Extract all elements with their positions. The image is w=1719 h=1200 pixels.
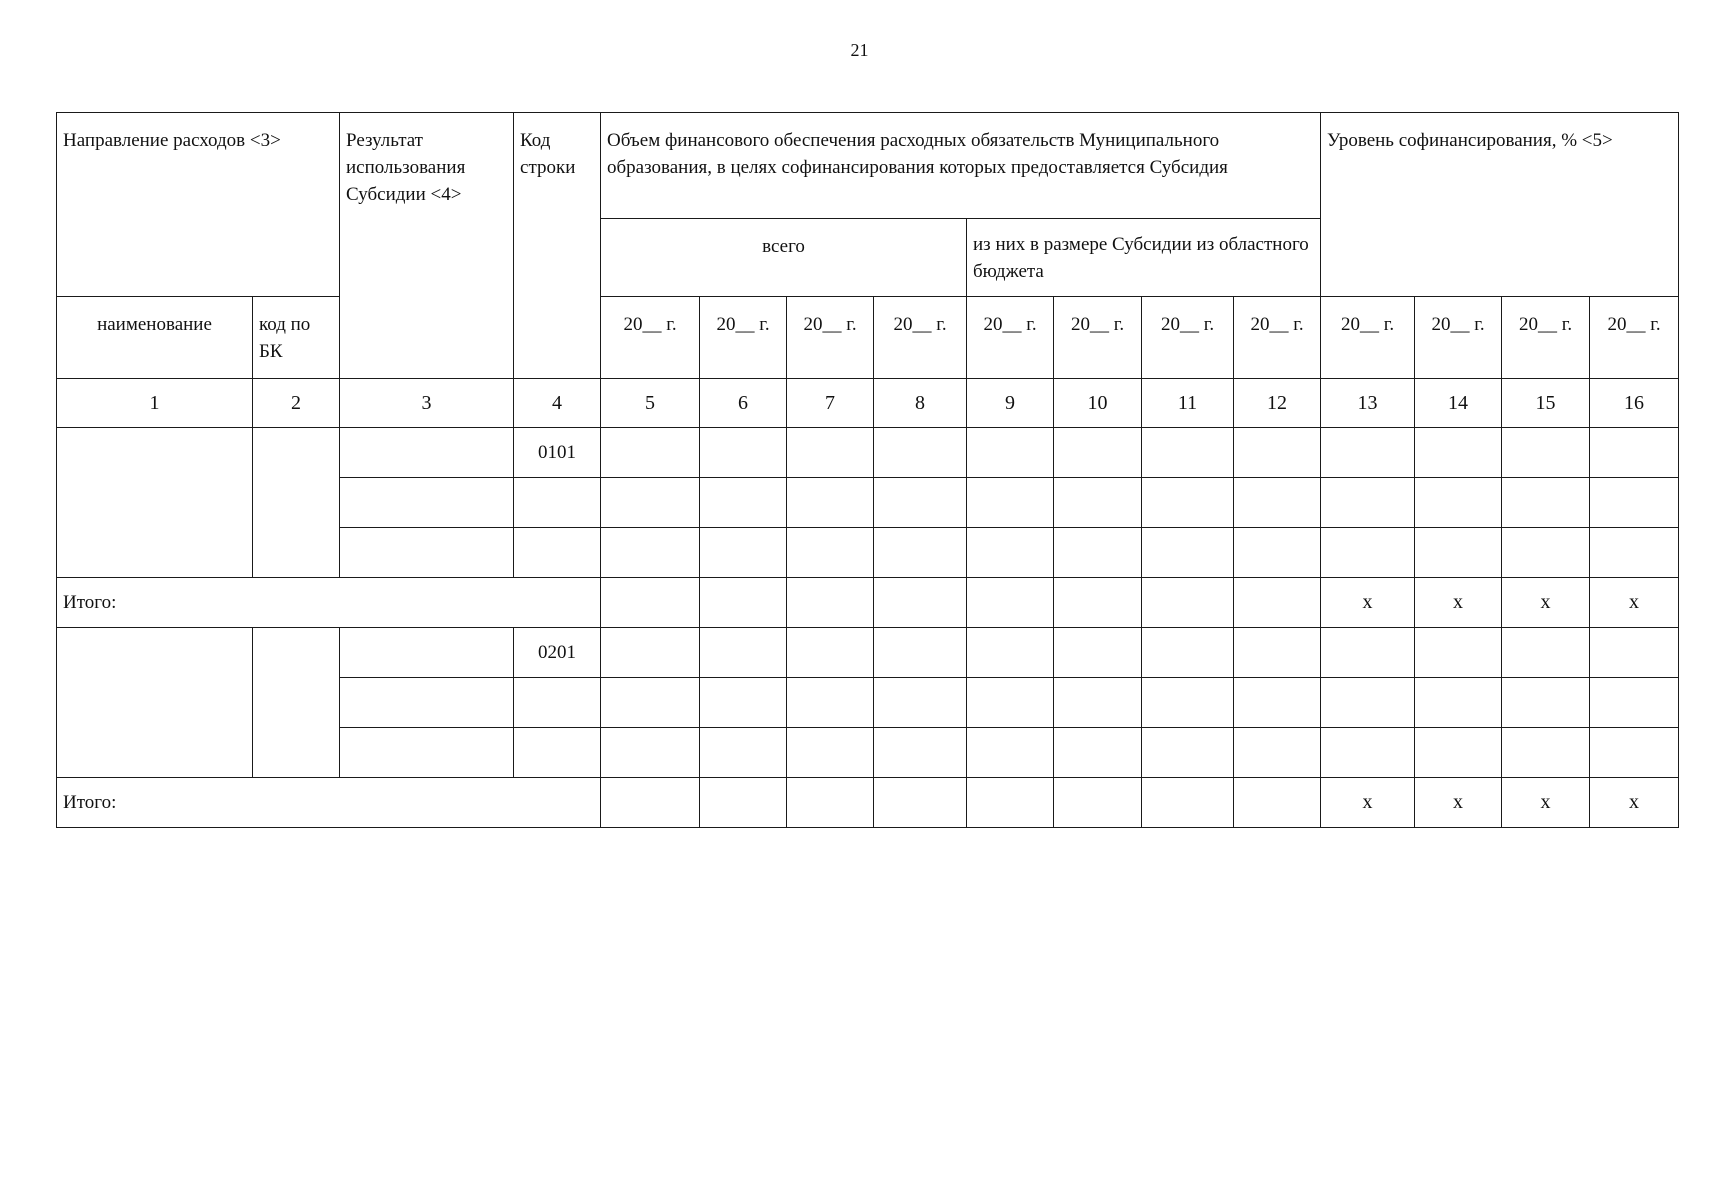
column-number: 13: [1321, 379, 1415, 428]
line-code-cell: 0101: [514, 428, 601, 478]
data-cell[interactable]: [1142, 528, 1234, 578]
data-cell[interactable]: [1415, 678, 1502, 728]
x-mark: x: [1502, 578, 1590, 628]
column-number: 1: [57, 379, 253, 428]
data-cell[interactable]: [874, 428, 967, 478]
column-number: 2: [253, 379, 340, 428]
total-cell[interactable]: [700, 778, 787, 828]
data-cell[interactable]: [1590, 428, 1679, 478]
header-name: наименование: [57, 297, 253, 379]
data-cell[interactable]: [1054, 678, 1142, 728]
column-number: 4: [514, 379, 601, 428]
total-cell[interactable]: [1054, 778, 1142, 828]
data-cell[interactable]: [601, 528, 700, 578]
subsidy-form-table: [56, 112, 1679, 828]
x-mark: x: [1590, 578, 1679, 628]
name-cell[interactable]: [57, 428, 253, 578]
column-number: 8: [874, 379, 967, 428]
data-cell[interactable]: [601, 628, 700, 678]
data-cell[interactable]: [1415, 728, 1502, 778]
data-cell[interactable]: [1502, 428, 1590, 478]
data-cell[interactable]: [874, 478, 967, 528]
total-cell[interactable]: [1142, 778, 1234, 828]
data-cell[interactable]: [700, 528, 787, 578]
data-cell[interactable]: [1590, 628, 1679, 678]
result-cell[interactable]: [340, 728, 514, 778]
data-cell[interactable]: [1502, 678, 1590, 728]
line-code-cell: 0201: [514, 628, 601, 678]
line-code-cell[interactable]: [514, 528, 601, 578]
total-label: Итого:: [57, 778, 601, 828]
total-row: [57, 778, 1679, 828]
data-cell[interactable]: [1590, 728, 1679, 778]
data-cell[interactable]: [967, 728, 1054, 778]
bk-code-cell[interactable]: [253, 628, 340, 778]
total-cell[interactable]: [1142, 578, 1234, 628]
data-cell[interactable]: [1234, 728, 1321, 778]
total-cell[interactable]: [1234, 578, 1321, 628]
data-cell[interactable]: [700, 428, 787, 478]
data-cell[interactable]: [1054, 628, 1142, 678]
data-cell[interactable]: [1054, 728, 1142, 778]
column-number: 10: [1054, 379, 1142, 428]
data-cell[interactable]: [1502, 728, 1590, 778]
data-cell[interactable]: [1054, 478, 1142, 528]
column-number: 12: [1234, 379, 1321, 428]
year-cell: 20__ г.: [700, 297, 787, 379]
total-cell[interactable]: [1234, 778, 1321, 828]
column-number: 5: [601, 379, 700, 428]
year-cell: 20__ г.: [601, 297, 700, 379]
data-cell[interactable]: [700, 628, 787, 678]
header-bk-code: код по БК: [253, 297, 340, 379]
data-cell[interactable]: [787, 678, 874, 728]
table-row: [57, 428, 1679, 478]
result-cell[interactable]: [340, 528, 514, 578]
bk-code-cell[interactable]: [253, 428, 340, 578]
year-cell: 20__ г.: [967, 297, 1054, 379]
data-cell[interactable]: [1590, 528, 1679, 578]
column-number: 6: [700, 379, 787, 428]
year-cell: 20__ г.: [1054, 297, 1142, 379]
data-cell[interactable]: [1590, 478, 1679, 528]
year-cell: 20__ г.: [787, 297, 874, 379]
header-cofinancing: Уровень софинансирования, % <5>: [1321, 113, 1679, 297]
x-mark: x: [1415, 578, 1502, 628]
year-cell: 20__ г.: [1590, 297, 1679, 379]
data-cell[interactable]: [1142, 678, 1234, 728]
column-number: 16: [1590, 379, 1679, 428]
x-mark: x: [1321, 778, 1415, 828]
data-cell[interactable]: [1142, 428, 1234, 478]
data-cell[interactable]: [787, 428, 874, 478]
data-cell[interactable]: [601, 728, 700, 778]
total-cell[interactable]: [967, 778, 1054, 828]
data-cell[interactable]: [967, 528, 1054, 578]
data-cell[interactable]: [601, 428, 700, 478]
data-cell[interactable]: [1415, 428, 1502, 478]
data-cell[interactable]: [874, 528, 967, 578]
name-cell[interactable]: [57, 628, 253, 778]
data-cell[interactable]: [1142, 478, 1234, 528]
data-cell[interactable]: [967, 628, 1054, 678]
data-cell[interactable]: [700, 678, 787, 728]
year-cell: 20__ г.: [1415, 297, 1502, 379]
page-number: 21: [850, 40, 869, 60]
total-cell[interactable]: [700, 578, 787, 628]
data-cell[interactable]: [1321, 478, 1415, 528]
x-mark: x: [1415, 778, 1502, 828]
data-cell[interactable]: [1234, 678, 1321, 728]
header-direction: Направление расходов <3>: [57, 113, 340, 297]
data-cell[interactable]: [1321, 678, 1415, 728]
column-number-row: [57, 379, 1679, 428]
x-mark: x: [1321, 578, 1415, 628]
result-cell[interactable]: [340, 478, 514, 528]
year-cell: 20__ г.: [1502, 297, 1590, 379]
data-cell[interactable]: [1321, 428, 1415, 478]
data-cell[interactable]: [1142, 628, 1234, 678]
data-cell[interactable]: [1415, 628, 1502, 678]
data-cell[interactable]: [1054, 528, 1142, 578]
data-cell[interactable]: [787, 528, 874, 578]
x-mark: x: [1590, 778, 1679, 828]
header-row-years: [57, 297, 1679, 379]
data-cell[interactable]: [874, 628, 967, 678]
data-cell[interactable]: [1502, 528, 1590, 578]
data-cell[interactable]: [1321, 728, 1415, 778]
column-number: 15: [1502, 379, 1590, 428]
line-code-cell[interactable]: [514, 478, 601, 528]
data-cell[interactable]: [874, 678, 967, 728]
data-cell[interactable]: [787, 628, 874, 678]
data-cell[interactable]: [967, 428, 1054, 478]
year-cell: 20__ г.: [1321, 297, 1415, 379]
data-cell[interactable]: [1234, 528, 1321, 578]
column-number: 11: [1142, 379, 1234, 428]
result-cell[interactable]: [340, 428, 514, 478]
data-cell[interactable]: [1054, 428, 1142, 478]
header-from-subsidy: из них в размере Субсидии из областного бюджета: [967, 219, 1321, 297]
result-cell[interactable]: [340, 678, 514, 728]
header-row-top: [57, 113, 1679, 219]
column-number: 9: [967, 379, 1054, 428]
total-row: [57, 578, 1679, 628]
total-cell[interactable]: [787, 778, 874, 828]
year-cell: 20__ г.: [1142, 297, 1234, 379]
data-cell[interactable]: [1321, 628, 1415, 678]
data-cell[interactable]: [1321, 528, 1415, 578]
line-code-cell[interactable]: [514, 678, 601, 728]
table-row: [57, 628, 1679, 678]
total-cell[interactable]: [601, 578, 700, 628]
header-line-code: Код строки: [514, 113, 601, 379]
header-total: всего: [601, 219, 967, 297]
column-number: 14: [1415, 379, 1502, 428]
total-cell[interactable]: [874, 778, 967, 828]
column-number: 3: [340, 379, 514, 428]
total-cell[interactable]: [967, 578, 1054, 628]
data-cell[interactable]: [1415, 528, 1502, 578]
data-cell[interactable]: [1234, 428, 1321, 478]
data-cell[interactable]: [967, 478, 1054, 528]
total-label: Итого:: [57, 578, 601, 628]
data-cell[interactable]: [967, 678, 1054, 728]
column-number: 7: [787, 379, 874, 428]
total-cell[interactable]: [787, 578, 874, 628]
year-cell: 20__ г.: [1234, 297, 1321, 379]
total-cell[interactable]: [1054, 578, 1142, 628]
data-cell[interactable]: [601, 678, 700, 728]
x-mark: x: [1502, 778, 1590, 828]
data-cell[interactable]: [1502, 628, 1590, 678]
data-cell[interactable]: [1415, 478, 1502, 528]
total-cell[interactable]: [601, 778, 700, 828]
data-cell[interactable]: [787, 478, 874, 528]
total-cell[interactable]: [874, 578, 967, 628]
data-cell[interactable]: [787, 728, 874, 778]
year-cell: 20__ г.: [874, 297, 967, 379]
line-code-cell[interactable]: [514, 728, 601, 778]
data-cell[interactable]: [1234, 628, 1321, 678]
data-cell[interactable]: [1234, 478, 1321, 528]
data-cell[interactable]: [1142, 728, 1234, 778]
data-cell[interactable]: [1590, 678, 1679, 728]
header-result: Результат использования Субсидии <4>: [340, 113, 514, 379]
data-cell[interactable]: [700, 728, 787, 778]
result-cell[interactable]: [340, 628, 514, 678]
data-cell[interactable]: [874, 728, 967, 778]
header-volume: Объем финансового обеспечения расходных обязательств Муниципального образования, в целях софинансирования которых предоставляется Субсидия: [601, 113, 1321, 219]
data-cell[interactable]: [700, 478, 787, 528]
data-cell[interactable]: [1502, 478, 1590, 528]
data-cell[interactable]: [601, 478, 700, 528]
